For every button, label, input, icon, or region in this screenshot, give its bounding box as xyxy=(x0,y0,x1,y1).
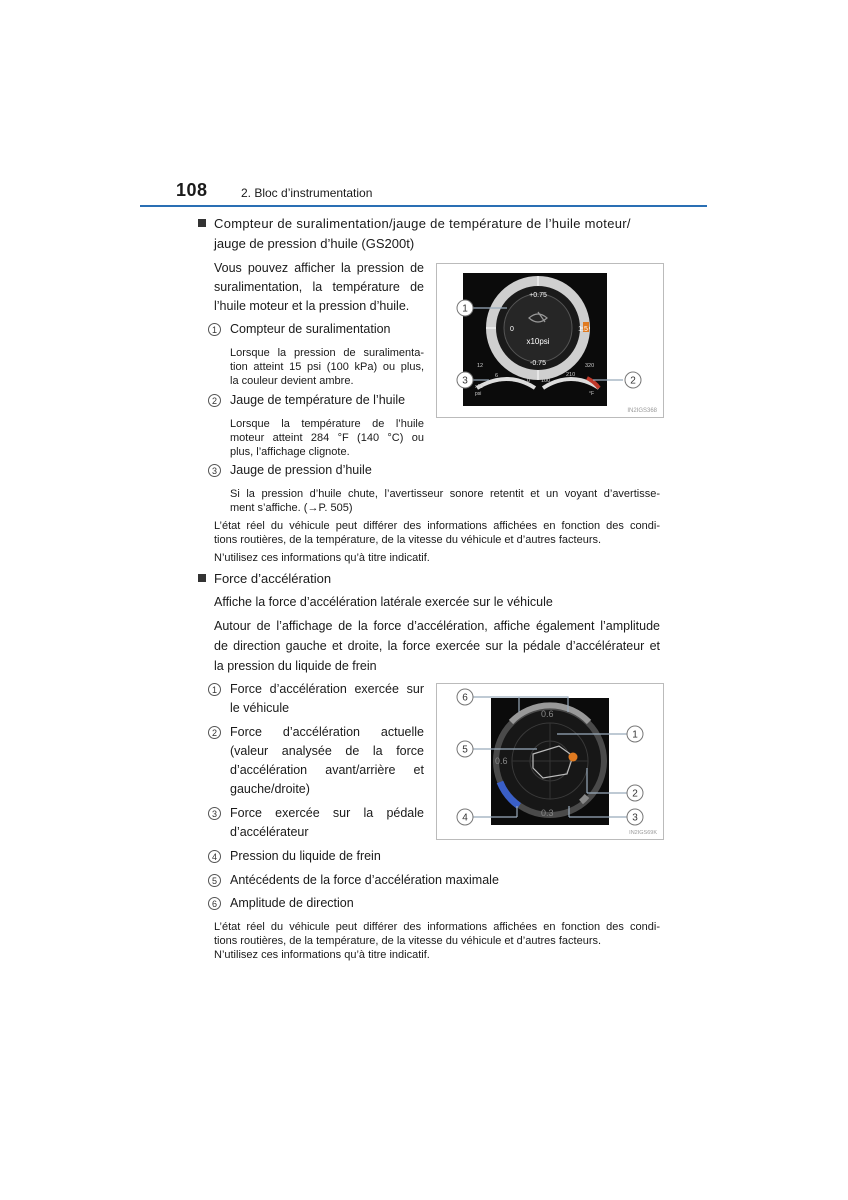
desc-line: Si la pression d’huile chute, l’avertisseur sonore retentit et un voyant d’avertisse- xyxy=(230,488,660,500)
page-number: 108 xyxy=(176,180,208,200)
oil-pressure-tick: 0 xyxy=(527,378,531,384)
callout-1-icon: 1 xyxy=(632,729,638,741)
callout-6-icon: 6 xyxy=(462,692,468,704)
callout-2-icon: 2 xyxy=(632,788,638,800)
item-line: gauche/droite) xyxy=(230,782,310,796)
item-label: Jauge de pression d’huile xyxy=(230,463,372,477)
paragraph-line: de direction gauche et droite, la force exercée sur la pédale d’accélérateur et xyxy=(214,639,660,653)
gauge-left-label: 0 xyxy=(510,326,514,333)
list-item xyxy=(208,894,608,913)
note-line: N’utilisez ces informations qu’à titre indicatif. xyxy=(214,949,430,961)
section2-note xyxy=(214,920,660,962)
item-line: Antécédents de la force d’accélération maximale xyxy=(230,873,499,887)
list-item xyxy=(208,723,426,803)
gauge-top-label: +0.75 xyxy=(529,292,547,299)
g-force-illustration xyxy=(437,684,663,839)
oil-temp-tick: 210 xyxy=(566,372,576,378)
oil-temp-tick: 320 xyxy=(585,363,595,369)
item-line: (valeur analysée de la force xyxy=(230,744,424,758)
list-item xyxy=(208,391,428,410)
boost-gauge-figure xyxy=(436,263,664,418)
section-bullet xyxy=(198,574,206,582)
section2-paragraph-1: Affiche la force d’accélération latérale exercée sur le véhicule xyxy=(214,595,553,609)
item-line: Amplitude de direction xyxy=(230,896,354,910)
scale-label-left: 0.6 xyxy=(495,756,508,766)
oil-pressure-unit: psi xyxy=(475,391,482,397)
gauge-right-label: 1.5 xyxy=(578,326,588,333)
oil-pressure-tick: 12 xyxy=(477,363,484,369)
callout-number-icon: 2 xyxy=(208,394,221,407)
section2-paragraph-2 xyxy=(214,616,660,676)
list-item xyxy=(208,461,428,480)
paragraph-line: Autour de l’affichage de la force d’accélération, affiche également l’amplitude xyxy=(214,619,660,633)
intro-line: suralimentation, la température de xyxy=(214,280,424,294)
section1-intro xyxy=(214,259,424,316)
section1-note xyxy=(214,519,660,565)
figure-code: IN2IGS368 xyxy=(627,408,657,414)
desc-line: tion atteint 15 psi (100 kPa) ou plus, xyxy=(230,361,424,373)
callout-2-icon: 2 xyxy=(630,375,636,387)
note-line: L’état réel du véhicule peut différer des informations affichées en fonction des condi- xyxy=(214,520,660,532)
header-rule xyxy=(140,205,707,207)
oil-temp-unit: °F xyxy=(589,391,595,397)
boost-gauge-illustration xyxy=(437,264,663,417)
note-line: tions routières, de la température, de la vitesse du véhicule et d’autres facteurs. xyxy=(214,935,602,947)
callout-number-icon: 1 xyxy=(208,323,221,336)
section1-title-line2: jauge de pression d’huile (GS200t) xyxy=(214,236,415,251)
callout-number-icon: 5 xyxy=(208,874,221,887)
paragraph-line: la pression du liquide de frein xyxy=(214,659,377,673)
desc-line: la couleur devient ambre. xyxy=(230,375,354,387)
desc-line: Lorsque la température de l’huile xyxy=(230,418,424,430)
g-force-figure xyxy=(436,683,664,840)
intro-line: l’huile moteur et la pression d’huile. xyxy=(214,299,410,313)
item-line: le véhicule xyxy=(230,701,290,715)
figure-code: IN2IGS69K xyxy=(629,830,657,836)
intro-line: Vous pouvez afficher la pression de xyxy=(214,261,424,275)
chapter-title: 2. Bloc d’instrumentation xyxy=(241,186,373,200)
list-item xyxy=(208,680,426,720)
desc-line: ment s’affiche. (→P. 505) xyxy=(230,502,353,514)
oil-pressure-unit: x10 xyxy=(475,384,484,390)
scale-label-top: 0.6 xyxy=(541,709,554,719)
section2-title: Force d’accélération xyxy=(214,571,332,586)
list-item xyxy=(208,871,608,890)
list-item xyxy=(208,804,426,844)
callout-1-icon: 1 xyxy=(462,303,468,315)
desc-line: Lorsque la pression de suralimenta- xyxy=(230,347,424,359)
callout-number-icon: 3 xyxy=(208,464,221,477)
item-line: Force d’accélération exercée sur xyxy=(230,682,424,696)
oil-temp-tick: 100 xyxy=(541,378,551,384)
callout-number-icon: 4 xyxy=(208,850,221,863)
callout-5-icon: 5 xyxy=(462,744,468,756)
item-label: Compteur de suralimentation xyxy=(230,322,391,336)
item-label: Jauge de température de l’huile xyxy=(230,393,406,407)
desc-line: plus, l’affichage clignote. xyxy=(230,446,350,458)
note-line: tions routières, de la température, de la vitesse du véhicule et d’autres facteurs. xyxy=(214,534,602,546)
item-description xyxy=(230,417,424,459)
scale-label-bottom: 0.3 xyxy=(541,808,554,818)
section-bullet xyxy=(198,219,206,227)
item-line: d’accélération avant/arrière et xyxy=(230,763,424,777)
callout-number-icon: 1 xyxy=(208,683,221,696)
callout-number-icon: 3 xyxy=(208,807,221,820)
item-description xyxy=(230,487,660,515)
oil-pressure-tick: 6 xyxy=(495,373,499,379)
callout-3-icon: 3 xyxy=(462,375,468,387)
list-item xyxy=(208,320,428,339)
item-line: Force exercée sur la pédale xyxy=(230,806,424,820)
note-line: N’utilisez ces informations qu’à titre indicatif. xyxy=(214,552,430,564)
note-line: L’état réel du véhicule peut différer des informations affichées en fonction des condi- xyxy=(214,921,660,933)
callout-number-icon: 2 xyxy=(208,726,221,739)
item-line: Pression du liquide de frein xyxy=(230,849,381,863)
desc-line: moteur atteint 284 °F (140 °C) ou xyxy=(230,432,424,444)
item-description xyxy=(230,346,424,388)
callout-number-icon: 6 xyxy=(208,897,221,910)
callout-4-icon: 4 xyxy=(462,812,468,824)
gauge-bottom-label: -0.75 xyxy=(530,360,546,367)
list-item xyxy=(208,847,608,866)
gauge-unit-label: x10psi xyxy=(526,337,550,346)
section1-title-line1: Compteur de suralimentation/jauge de température de l’huile moteur/ xyxy=(214,216,631,231)
item-line: Force d’accélération actuelle xyxy=(230,725,424,739)
item-line: d’accélérateur xyxy=(230,825,309,839)
callout-3-icon: 3 xyxy=(632,812,638,824)
